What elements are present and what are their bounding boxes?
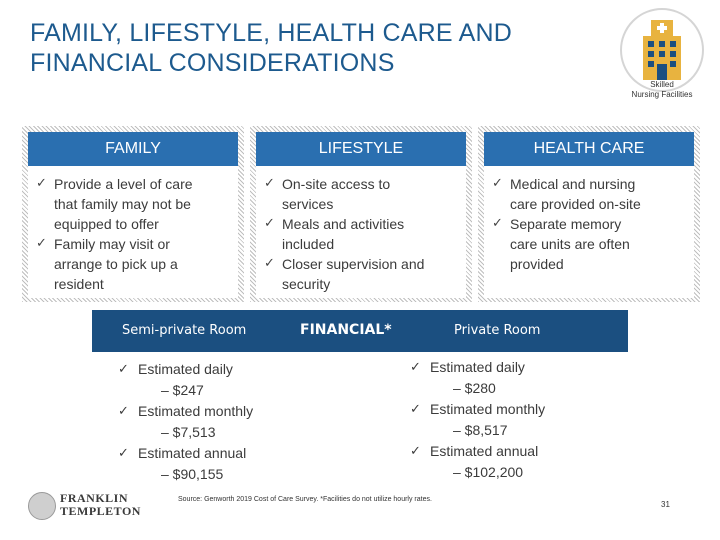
franklin-portrait-icon	[28, 492, 56, 520]
lifestyle-item-2-line-1: Meals and activities	[282, 216, 405, 232]
private-monthly-label: Estimated monthly	[430, 401, 546, 417]
private-room-label: Private Room	[454, 323, 541, 338]
family-item-1-line-2: that family may not be	[54, 196, 191, 212]
healthcare-item-1-line-1: Medical and nursing	[510, 176, 636, 192]
checkmark-icon: ✓	[36, 176, 47, 191]
page-number: 31	[661, 500, 670, 509]
title-line-2: FINANCIAL CONSIDERATIONS	[30, 49, 395, 77]
private-annual-value: – $102,200	[453, 464, 524, 480]
family-item-2-line-3: resident	[54, 276, 104, 292]
checkmark-icon: ✓	[492, 176, 503, 191]
semi-private-annual-label: Estimated annual	[138, 445, 247, 461]
checkmark-icon: ✓	[410, 402, 421, 417]
semi-private-monthly-label: Estimated monthly	[138, 403, 254, 419]
healthcare-header: HEALTH CARE	[484, 132, 694, 166]
healthcare-column	[484, 132, 694, 298]
private-list	[408, 357, 545, 483]
private-daily	[408, 357, 545, 378]
slide-title	[30, 18, 610, 78]
checkmark-icon: ✓	[264, 176, 275, 191]
private-monthly-value: – $8,517	[453, 422, 508, 438]
lifestyle-item-1-line-2: services	[282, 196, 334, 212]
semi-private-list	[116, 359, 253, 485]
family-item-1	[28, 174, 238, 234]
lifestyle-list	[256, 174, 466, 294]
healthcare-item-2	[484, 214, 694, 274]
family-item-2	[28, 234, 238, 294]
source-note: Source: Genworth 2019 Cost of Care Survey. *Facilities do not utilize hourly rates.	[178, 496, 432, 503]
healthcare-item-1-line-2: care provided on-site	[510, 196, 641, 212]
healthcare-item-2-line-3: provided	[510, 256, 564, 272]
checkmark-icon: ✓	[36, 236, 47, 251]
family-column	[28, 132, 238, 298]
checkmark-icon: ✓	[492, 216, 503, 231]
semi-private-daily-label: Estimated daily	[138, 361, 233, 377]
hospital-building-icon	[637, 20, 687, 82]
checkmark-icon: ✓	[264, 216, 275, 231]
lifestyle-header: LIFESTYLE	[256, 132, 466, 166]
checkmark-icon: ✓	[410, 444, 421, 459]
family-item-1-line-3: equipped to offer	[54, 216, 159, 232]
lifestyle-item-3-line-1: Closer supervision and	[282, 256, 425, 272]
semi-private-annual	[116, 443, 253, 464]
financial-title: FINANCIAL*	[300, 322, 392, 338]
lifestyle-item-3	[256, 254, 466, 294]
private-monthly	[408, 399, 545, 420]
semi-private-room-label: Semi-private Room	[122, 323, 247, 338]
logo-text	[60, 492, 141, 518]
checkmark-icon: ✓	[118, 362, 129, 377]
family-list	[28, 174, 238, 294]
lifestyle-item-1-line-1: On-site access to	[282, 176, 391, 192]
checkmark-icon: ✓	[410, 360, 421, 375]
family-header: FAMILY	[28, 132, 238, 166]
logo-line-2: TEMPLETON	[60, 504, 141, 518]
lifestyle-item-2	[256, 214, 466, 254]
family-item-2-line-2: arrange to pick up a	[54, 256, 178, 272]
facility-caption-line-1: Skilled	[650, 80, 674, 89]
healthcare-item-2-line-2: care units are often	[510, 236, 630, 252]
logo-line-1: FRANKLIN	[60, 491, 129, 505]
semi-private-annual-value: – $90,155	[161, 466, 224, 482]
semi-private-daily-value: – $247	[161, 382, 204, 398]
family-item-2-line-1: Family may visit or	[54, 236, 170, 252]
semi-private-daily	[116, 359, 253, 380]
healthcare-list	[484, 174, 694, 274]
facility-caption-line-2: Nursing Facilities	[631, 90, 693, 99]
family-item-1-line-1: Provide a level of care	[54, 176, 193, 192]
lifestyle-item-2-line-2: included	[282, 236, 335, 252]
healthcare-item-1	[484, 174, 694, 214]
facility-caption	[612, 80, 712, 100]
title-line-1: FAMILY, LIFESTYLE, HEALTH CARE AND	[30, 19, 512, 47]
semi-private-monthly	[116, 401, 253, 422]
lifestyle-item-3-line-2: security	[282, 276, 331, 292]
checkmark-icon: ✓	[118, 404, 129, 419]
private-annual-label: Estimated annual	[430, 443, 539, 459]
semi-private-monthly-value: – $7,513	[161, 424, 216, 440]
checkmark-icon: ✓	[264, 256, 275, 271]
lifestyle-item-1	[256, 174, 466, 214]
healthcare-item-2-line-1: Separate memory	[510, 216, 622, 232]
private-daily-value: – $280	[453, 380, 496, 396]
facility-badge	[612, 8, 712, 100]
checkmark-icon: ✓	[118, 446, 129, 461]
lifestyle-column	[256, 132, 466, 298]
private-annual	[408, 441, 545, 462]
private-daily-label: Estimated daily	[430, 359, 525, 375]
